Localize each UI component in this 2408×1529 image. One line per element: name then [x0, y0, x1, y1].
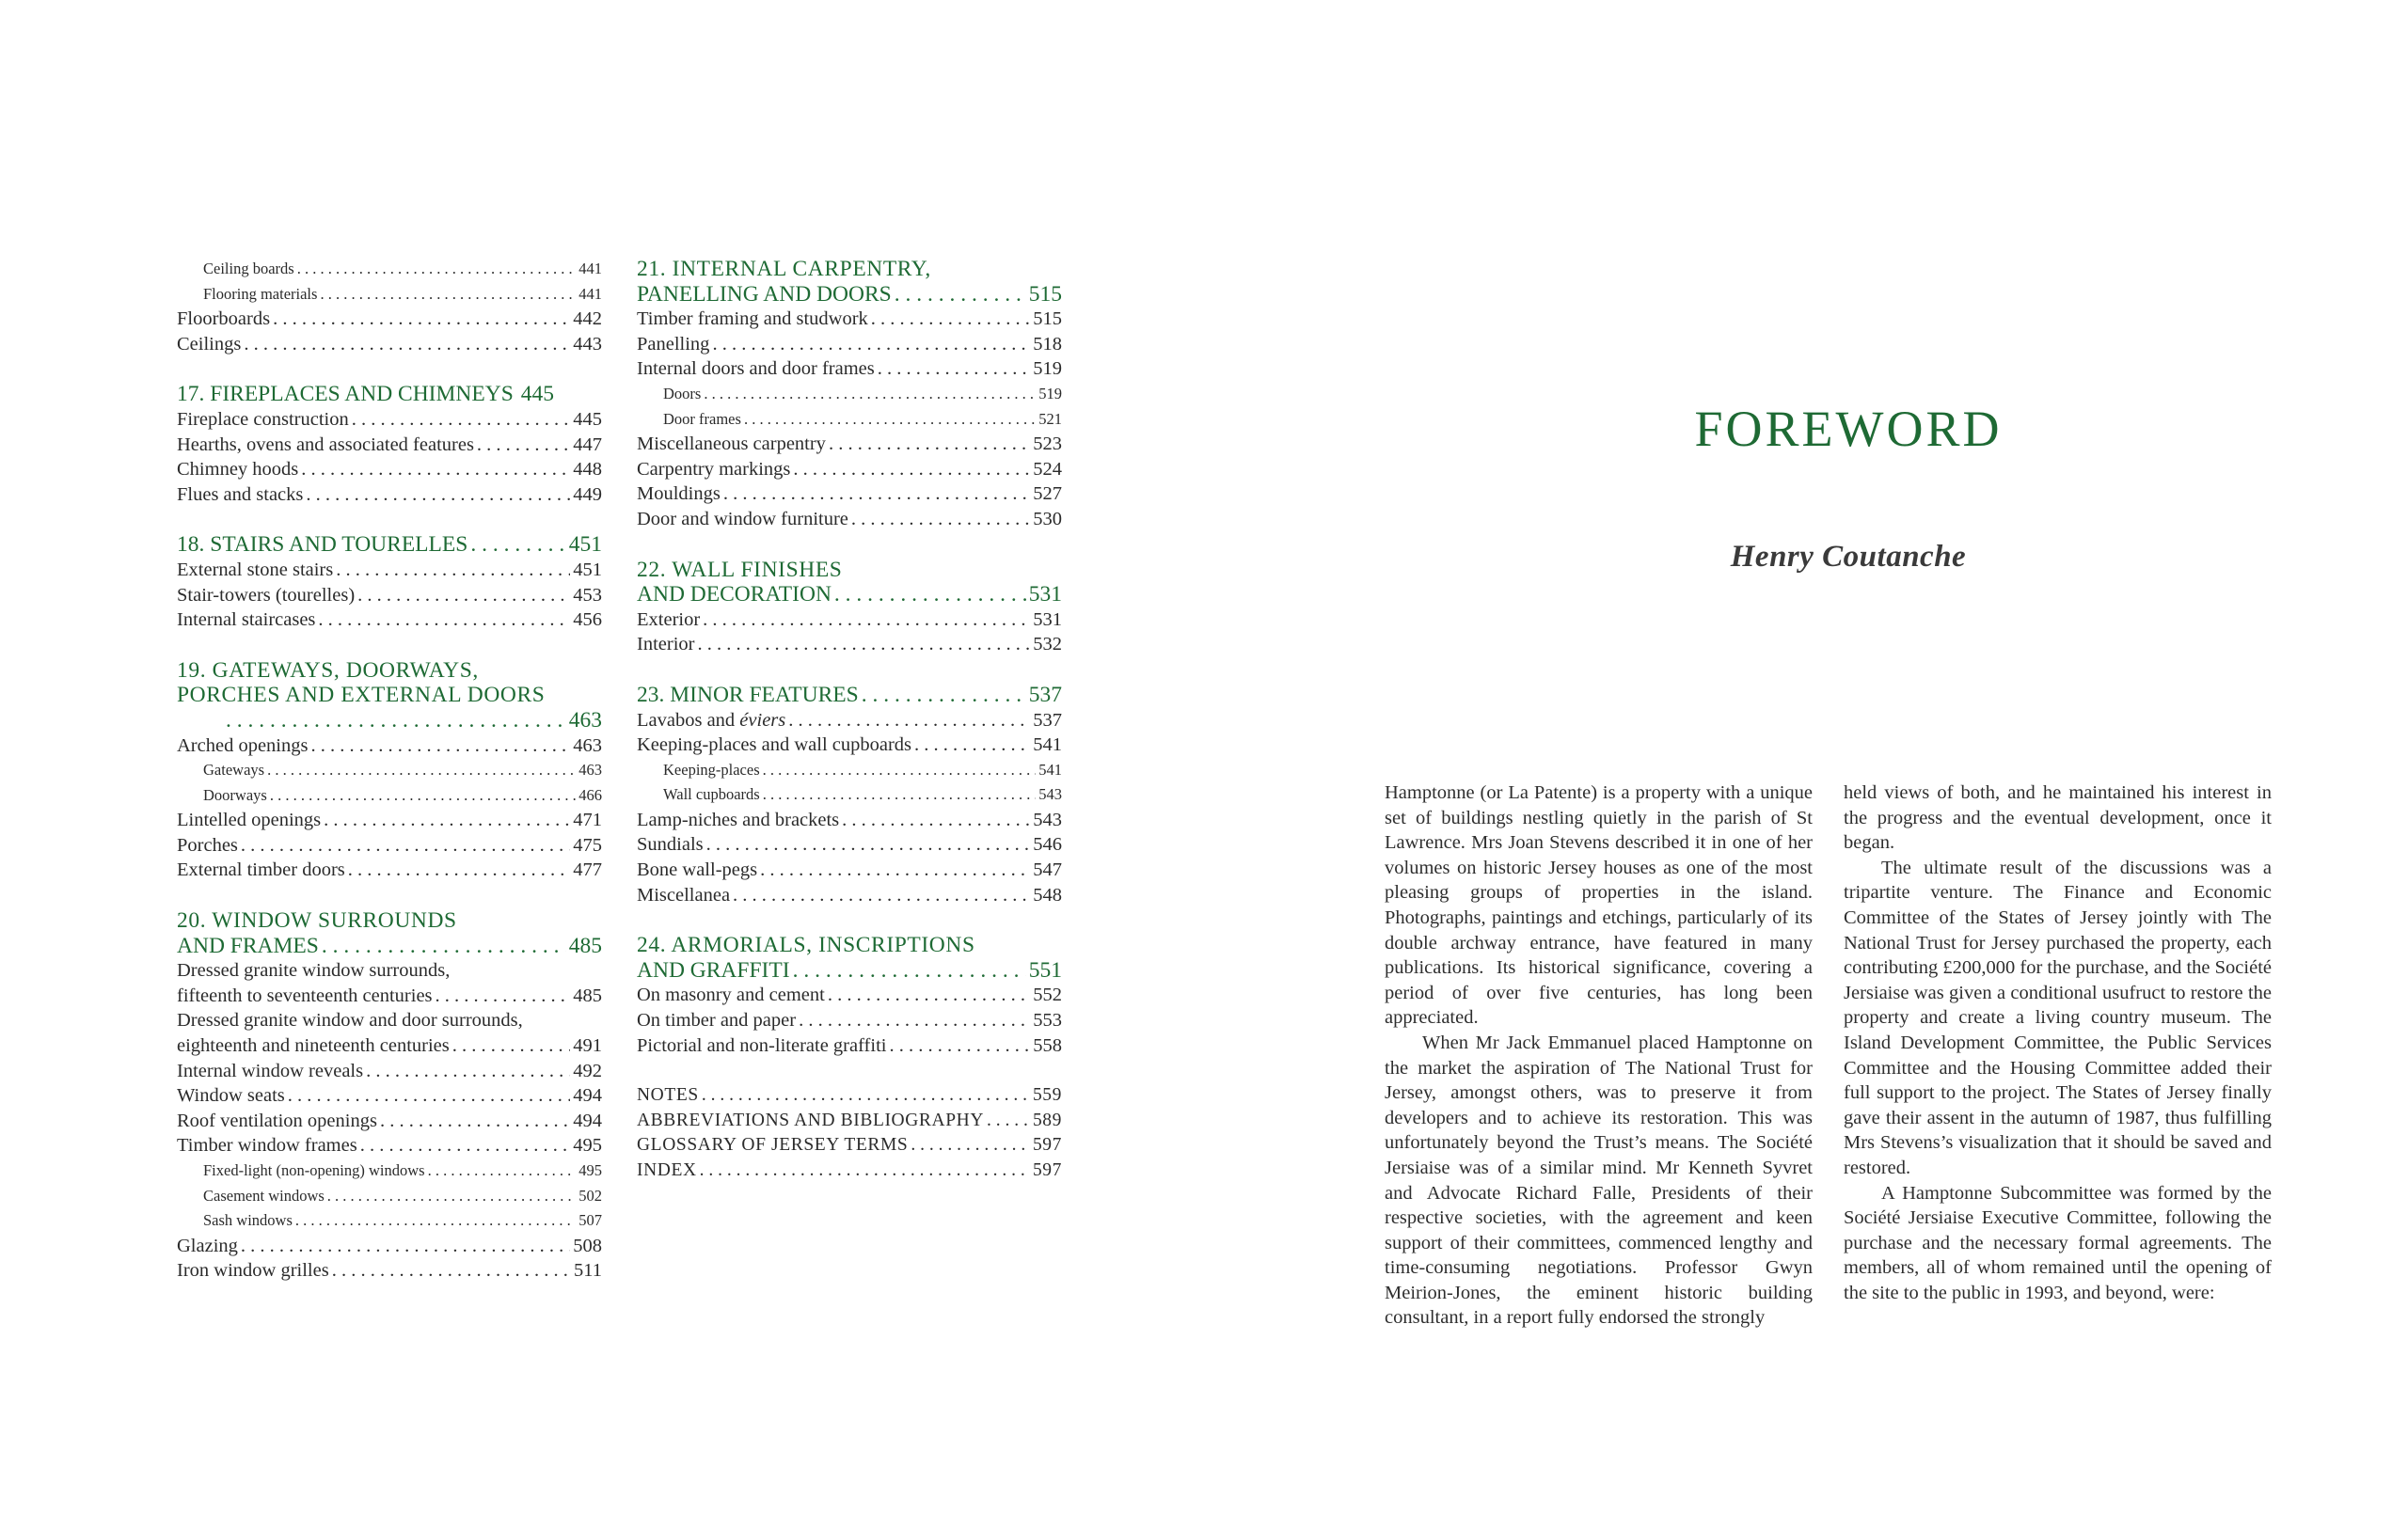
toc-dot-leader	[352, 407, 571, 433]
toc-page-number: 537	[1028, 682, 1062, 707]
toc-page-number: 532	[1033, 634, 1062, 655]
toc-spacer	[177, 883, 602, 908]
toc-subentry	[637, 407, 1062, 433]
toc-entry-title: Carpentry markings	[637, 458, 791, 480]
toc-entry	[637, 1033, 1062, 1059]
toc-page-number: 546	[1033, 834, 1062, 856]
toc-dot-leader	[834, 582, 1026, 607]
toc-entry-title: Pictorial and non-literate graffiti	[637, 1034, 887, 1056]
toc-backmatter-entry	[637, 1109, 1062, 1134]
toc-entry	[637, 858, 1062, 883]
toc-entry-title: Ceilings	[177, 333, 242, 355]
toc-subentry	[177, 783, 602, 809]
toc-dot-leader	[324, 808, 570, 833]
toc-page-number: 471	[573, 810, 602, 831]
toc-page-number: 531	[1033, 608, 1062, 630]
toc-entry	[177, 433, 602, 458]
toc-page-number: 441	[578, 284, 602, 303]
toc-page-number: 511	[574, 1260, 602, 1282]
toc-entry-title: Door and window furniture	[637, 508, 848, 529]
toc-entry-title: eighteenth and nineteenth centuries	[177, 1035, 450, 1057]
toc-entry	[637, 481, 1062, 507]
toc-spacer	[637, 1058, 1062, 1083]
toc-dot-leader	[760, 858, 1030, 883]
toc-page-number: 552	[1033, 985, 1062, 1006]
foreword-body-left-column	[1385, 780, 1813, 1331]
toc-entry-title: Panelling	[637, 333, 710, 355]
toc-dot-leader	[703, 607, 1030, 633]
toc-dot-leader	[889, 1033, 1030, 1059]
toc-entry	[177, 858, 602, 883]
toc-section-heading	[637, 282, 1062, 307]
toc-dot-leader	[428, 1159, 577, 1184]
toc-entry-title: NOTES	[637, 1085, 699, 1106]
toc-dot-leader	[828, 983, 1030, 1008]
toc-page-number: 485	[573, 985, 602, 1006]
toc-section-heading	[177, 934, 602, 959]
toc-entry	[637, 457, 1062, 482]
toc-page-number: 543	[1033, 809, 1062, 830]
toc-page-number: 495	[573, 1135, 602, 1157]
toc-dot-leader	[878, 356, 1031, 382]
toc-section-heading: 22. WALL FINISHES	[637, 557, 843, 582]
toc-page-number: 491	[573, 1035, 602, 1057]
foreword-paragraph: The ultimate result of the discussions was a tripartite venture. The Finance and Economic Committee of the States of Jersey jointly with The National Trust for Jersey purchased the property, each contributing £200,000 for the purchase, and the Société Jersiaise was given a conditional usufruct to restore the property and create a living country museum. The Island Development Committee, the Public Services Committee and the Housing Committee added their full support to the project. The States of Jersey finally gave their assent in the autumn of 1987, thus fulfilling Mrs Stevens’s visualization that it should be saved and restored.	[1844, 857, 2272, 1178]
toc-page-number: 515	[1033, 308, 1062, 330]
toc-page-number: 463	[578, 761, 602, 780]
toc-entry-title: INDEX	[637, 1160, 697, 1180]
toc-dot-leader	[357, 583, 570, 608]
toc-dot-leader	[301, 457, 570, 482]
toc-page-number: 597	[1032, 1160, 1062, 1180]
toc-dot-leader	[987, 1109, 1030, 1134]
toc-entry-title: Timber framing and studwork	[637, 308, 868, 330]
toc-page-number: 548	[1033, 884, 1062, 906]
toc-entry-title-italic: éviers	[739, 709, 786, 731]
toc-subentry	[177, 257, 602, 282]
toc-dot-leader	[226, 708, 566, 733]
toc-dot-leader	[704, 382, 1036, 407]
toc-entry-title: On timber and paper	[637, 1010, 797, 1032]
toc-page-number: 445	[573, 408, 602, 430]
toc-dot-leader	[310, 733, 570, 759]
toc-dot-leader	[911, 1133, 1030, 1159]
toc-entry-title: On masonry and cement	[637, 985, 825, 1006]
toc-entry	[177, 558, 602, 583]
toc-entry-title: Arched openings	[177, 734, 309, 756]
toc-entry	[637, 332, 1062, 357]
toc-dot-leader	[306, 482, 570, 508]
toc-entry-title: External timber doors	[177, 859, 345, 881]
toc-entry-title: Lamp-niches and brackets	[637, 809, 840, 830]
toc-entry-title: AND DECORATION	[637, 582, 832, 607]
toc-page-number: 547	[1033, 859, 1062, 881]
toc-entry	[177, 482, 602, 508]
toc-subentry	[637, 782, 1062, 808]
toc-entry	[177, 833, 602, 859]
toc-entry-title: PANELLING AND DOORS	[637, 281, 892, 307]
toc-entry	[177, 1258, 602, 1284]
toc-dot-leader	[320, 282, 576, 307]
toc-dot-leader	[336, 558, 570, 583]
toc-entry-title: Iron window grilles	[177, 1260, 329, 1282]
toc-entry	[177, 1133, 602, 1159]
toc-subentry	[637, 382, 1062, 407]
toc-entry-title: Doors	[663, 384, 702, 402]
toc-dot-leader	[793, 457, 1030, 482]
toc-entry	[177, 457, 602, 482]
toc-entry-title: AND GRAFFITI	[637, 957, 790, 983]
toc-page-number: 494	[573, 1110, 602, 1131]
toc-entry-title: Door frames	[663, 409, 741, 428]
toc-dot-leader	[297, 257, 577, 282]
toc-page-number: 519	[1038, 384, 1062, 402]
toc-entry	[177, 984, 602, 1009]
toc-dot-leader	[380, 1109, 570, 1134]
toc-entry	[637, 1008, 1062, 1033]
toc-dot-leader	[348, 858, 570, 883]
toc-entry	[177, 307, 602, 332]
toc-entry-title: Sash windows	[203, 1211, 293, 1230]
foreword-author: Henry Coutanche	[1730, 540, 1967, 574]
toc-entry-title: Ceiling boards	[203, 260, 294, 277]
toc-dot-leader	[702, 1083, 1030, 1109]
toc-page-number: 597	[1032, 1135, 1062, 1156]
toc-page-number: 449	[573, 483, 602, 505]
toc-entry	[177, 1234, 602, 1259]
toc-entry-title: Interior	[637, 634, 695, 655]
toc-page-number: 527	[1033, 483, 1062, 505]
foreword-paragraph: When Mr Jack Emmanuel placed Hamptonne on the market the aspiration of The National Trust for Jersey, amongst others, was to preserve it from developers and to achieve its restoration. This was unfortunately beyond the Trust’s means. The Société Jersiaise was of a similar mind. Mr Kenneth Syvret and Advocate Richard Falle, Presidents of their respective societies, with the agreement and keen support of their committees, commenced lengthy and time-consuming negotiations. Professor Gwyn Meirion-Jones, the eminent historic building consultant, in a report fully endorsed the strongly	[1385, 1032, 1813, 1329]
toc-page-number: 492	[573, 1060, 602, 1081]
toc-page-number: 443	[573, 333, 602, 355]
toc-dot-leader	[700, 1159, 1030, 1184]
toc-subentry	[177, 1159, 602, 1184]
toc-entry-title: Internal doors and door frames	[637, 358, 875, 380]
toc-entry	[637, 607, 1062, 633]
toc-page-number: 541	[1038, 760, 1062, 779]
toc-page-number: 518	[1033, 333, 1062, 355]
toc-entry-title: Chimney hoods	[177, 459, 299, 481]
toc-entry-title: 17. FIREPLACES AND CHIMNEYS	[177, 382, 514, 407]
toc-page-number: 442	[573, 308, 602, 330]
toc-entry	[637, 832, 1062, 858]
toc-dot-leader	[273, 307, 570, 332]
toc-entry-title: Fixed-light (non-opening) windows	[203, 1161, 425, 1179]
toc-entry-title: 23. MINOR FEATURES	[637, 682, 859, 707]
toc-entry-title: AND FRAMES	[177, 933, 319, 958]
toc-page-number: 507	[578, 1211, 602, 1230]
toc-page-number: 531	[1028, 582, 1062, 607]
toc-dot-leader	[241, 833, 570, 859]
toc-entry-title: Keeping-places	[663, 760, 760, 779]
toc-entry-title: GLOSSARY OF JERSEY TERMS	[637, 1135, 909, 1156]
toc-dot-leader	[366, 1059, 570, 1084]
toc-dot-leader	[914, 733, 1030, 758]
toc-entry	[177, 583, 602, 608]
toc-subentry	[177, 1208, 602, 1234]
toc-spacer	[177, 507, 602, 532]
toc-section-heading: 24. ARMORIALS, INSCRIPTIONS	[637, 933, 975, 958]
toc-section-heading	[637, 683, 1062, 708]
toc-spacer	[637, 657, 1062, 683]
toc-page-number: 456	[573, 609, 602, 631]
toc-dot-leader	[470, 532, 565, 558]
toc-entry-title	[637, 708, 785, 733]
toc-entry	[637, 307, 1062, 332]
toc-entry	[637, 507, 1062, 532]
toc-dot-leader	[436, 984, 571, 1009]
toc-entry	[177, 1033, 602, 1059]
toc-dot-leader	[452, 1033, 571, 1059]
toc-dot-leader	[332, 1258, 571, 1284]
toc-entry	[637, 808, 1062, 833]
toc-entry-title: Lintelled openings	[177, 810, 322, 831]
toc-entry-title: Floorboards	[177, 308, 271, 330]
toc-column-right	[637, 257, 1062, 1184]
toc-page-number: 508	[573, 1235, 602, 1256]
toc-dot-leader	[744, 407, 1036, 433]
toc-page-number: 551	[1028, 957, 1062, 983]
toc-dot-leader	[793, 958, 1026, 984]
toc-page-number: 543	[1038, 785, 1062, 804]
toc-entry-title: Keeping-places and wall cupboards	[637, 734, 912, 756]
toc-entry-title: 18. STAIRS AND TOURELLES	[177, 532, 468, 558]
toc-entry	[177, 1109, 602, 1134]
toc-entry-title: Miscellaneous carpentry	[637, 433, 826, 455]
toc-section-heading: 20. WINDOW SURROUNDS	[177, 908, 457, 934]
toc-dot-leader	[288, 1083, 570, 1109]
toc-page-number: 485	[568, 933, 602, 958]
toc-dot-leader	[697, 632, 1030, 657]
toc-page-number: 521	[1038, 409, 1062, 428]
toc-subentry	[637, 758, 1062, 783]
toc-section-heading-page	[177, 708, 602, 733]
toc-subentry	[177, 1184, 602, 1209]
toc-dot-leader	[871, 307, 1030, 332]
toc-page-number: 463	[573, 734, 602, 756]
toc-section-heading: PORCHES AND EXTERNAL DOORS	[177, 683, 546, 708]
toc-section-heading	[637, 958, 1062, 984]
toc-dot-leader	[360, 1133, 571, 1159]
toc-page-number: 559	[1032, 1085, 1062, 1106]
toc-entry-title-text: Lavabos and	[637, 709, 740, 731]
toc-section-heading	[637, 582, 1062, 607]
toc-entry-title: fifteenth to seventeenth centuries	[177, 985, 433, 1006]
toc-entry	[177, 607, 602, 633]
toc-dot-leader	[895, 282, 1026, 307]
toc-page-number: 463	[568, 707, 602, 733]
toc-page-number: 523	[1033, 433, 1062, 455]
toc-dot-leader	[267, 758, 576, 783]
toc-backmatter-entry	[637, 1159, 1062, 1184]
toc-dot-leader	[862, 683, 1026, 708]
toc-page-number: 519	[1033, 358, 1062, 380]
toc-entry	[177, 808, 602, 833]
toc-page-number: 515	[1028, 281, 1062, 307]
toc-entry-title: Flooring materials	[203, 284, 318, 303]
toc-page-number: 453	[573, 584, 602, 606]
toc-entry-title: ABBREVIATIONS AND BIBLIOGRAPHY	[637, 1110, 985, 1130]
toc-page-number: 441	[578, 260, 602, 277]
toc-entry	[637, 708, 1062, 733]
toc-page-number: 502	[578, 1186, 602, 1205]
toc-entry-title: Timber window frames	[177, 1135, 357, 1157]
toc-entry-title: Hearths, ovens and associated features	[177, 433, 474, 455]
foreword-paragraph: held views of both, and he maintained his interest in the progress and the eventual development, once it began.	[1844, 782, 2272, 854]
toc-entry-title: Bone wall-pegs	[637, 859, 758, 881]
toc-page-number: 475	[573, 834, 602, 856]
toc-entry-title: Sundials	[637, 834, 704, 856]
toc-entry-title: Internal staircases	[177, 609, 316, 631]
foreword-paragraph: Hamptonne (or La Patente) is a property with a unique set of buildings nestling quietly in the parish of St Lawrence. Mrs Joan Stevens described it in one of her volumes on historic Jersey houses as one of the most pleasing groups of properties in the island. Photographs, paintings and etchings, particularly of its double archway entrance, have featured in many publications. Its historical significance, covering a period of over five centuries, has long been appreciated.	[1385, 782, 1813, 1029]
toc-dot-leader	[723, 481, 1030, 507]
toc-entry-title: Window seats	[177, 1085, 285, 1107]
toc-entry-title: Internal window reveals	[177, 1060, 364, 1081]
toc-dot-leader	[244, 332, 570, 357]
toc-subentry	[177, 758, 602, 783]
toc-entry	[637, 632, 1062, 657]
toc-entry-title: External stone stairs	[177, 559, 334, 580]
toc-dot-leader	[733, 883, 1030, 908]
toc-dot-leader	[322, 934, 566, 959]
toc-dot-leader	[270, 783, 576, 809]
toc-page-number: 451	[573, 559, 602, 580]
toc-page-number: 524	[1033, 458, 1062, 480]
toc-entry-line: Dressed granite window and door surrounds,	[177, 1010, 523, 1032]
toc-entry-title: Mouldings	[637, 483, 721, 505]
toc-page-number: 541	[1033, 734, 1062, 756]
toc-dot-leader	[241, 1234, 570, 1259]
foreword-body-right-column	[1844, 780, 2272, 1305]
toc-entry-title: Casement windows	[203, 1186, 325, 1205]
toc-dot-leader	[842, 808, 1030, 833]
toc-spacer	[177, 356, 602, 382]
toc-dot-leader	[799, 1008, 1030, 1033]
toc-entry-title: Stair-towers (tourelles)	[177, 584, 356, 606]
toc-section-heading: 21. INTERNAL CARPENTRY,	[637, 257, 931, 281]
toc-page-number: 494	[573, 1085, 602, 1107]
foreword-title: FOREWORD	[1694, 401, 2003, 457]
toc-dot-leader	[763, 758, 1037, 783]
toc-entry-title: Wall cupboards	[663, 785, 760, 804]
toc-dot-leader	[477, 433, 570, 458]
toc-dot-leader	[829, 432, 1030, 457]
toc-entry-title: Glazing	[177, 1235, 238, 1256]
toc-entry	[177, 1059, 602, 1084]
toc-dot-leader	[712, 332, 1030, 357]
toc-page-number: 495	[578, 1161, 602, 1179]
toc-spacer	[637, 532, 1062, 558]
toc-dot-leader	[788, 708, 1030, 733]
toc-page-number: 537	[1033, 709, 1062, 731]
toc-page-number: 448	[573, 459, 602, 481]
toc-backmatter-entry	[637, 1133, 1062, 1159]
toc-entry-line: Dressed granite window surrounds,	[177, 960, 451, 982]
toc-entry-title: Gateways	[203, 761, 265, 780]
toc-section-heading	[177, 532, 602, 558]
toc-subentry	[177, 282, 602, 307]
toc-page-number: 558	[1033, 1034, 1062, 1056]
toc-entry	[177, 1083, 602, 1109]
toc-entry	[177, 332, 602, 357]
toc-dot-leader	[706, 832, 1031, 858]
toc-spacer	[177, 633, 602, 658]
toc-page-number: 477	[573, 859, 602, 881]
toc-page-number: 451	[568, 532, 602, 558]
toc-entry	[637, 733, 1062, 758]
toc-column-left	[177, 257, 602, 1284]
toc-entry	[637, 356, 1062, 382]
toc-entry	[637, 983, 1062, 1008]
toc-dot-leader	[318, 607, 570, 633]
toc-entry	[637, 432, 1062, 457]
toc-backmatter-entry	[637, 1083, 1062, 1109]
toc-page-number: 530	[1033, 508, 1062, 529]
toc-entry	[637, 883, 1062, 908]
toc-dot-leader	[327, 1184, 576, 1209]
toc-page-number: 445	[520, 382, 555, 407]
toc-entry-title: Exterior	[637, 608, 701, 630]
toc-entry-title: Roof ventilation openings	[177, 1110, 377, 1131]
toc-entry-title: Fireplace construction	[177, 408, 349, 430]
foreword-paragraph: A Hamptonne Subcommittee was formed by the Société Jersiaise Executive Committee, following the purchase and the necessary formal agreements. The members, all of whom remained until the opening of the site to the public in 1993, and beyond, were:	[1844, 1182, 2272, 1303]
toc-page-number: 553	[1033, 1010, 1062, 1032]
toc-section-heading: 19. GATEWAYS, DOORWAYS,	[177, 657, 479, 683]
toc-spacer	[637, 907, 1062, 933]
toc-page-number: 447	[573, 433, 602, 455]
toc-entry	[177, 407, 602, 433]
toc-page-number: 589	[1032, 1110, 1062, 1130]
toc-entry-title: Doorways	[203, 785, 267, 804]
toc-entry	[177, 733, 602, 759]
toc-dot-leader	[763, 782, 1037, 808]
toc-page-number: 466	[578, 785, 602, 804]
toc-entry-title: Flues and stacks	[177, 483, 304, 505]
toc-section-heading	[177, 382, 602, 407]
toc-entry-title: Porches	[177, 834, 238, 856]
toc-entry-title: Miscellanea	[637, 884, 731, 906]
toc-dot-leader	[295, 1208, 576, 1234]
toc-dot-leader	[851, 507, 1030, 532]
